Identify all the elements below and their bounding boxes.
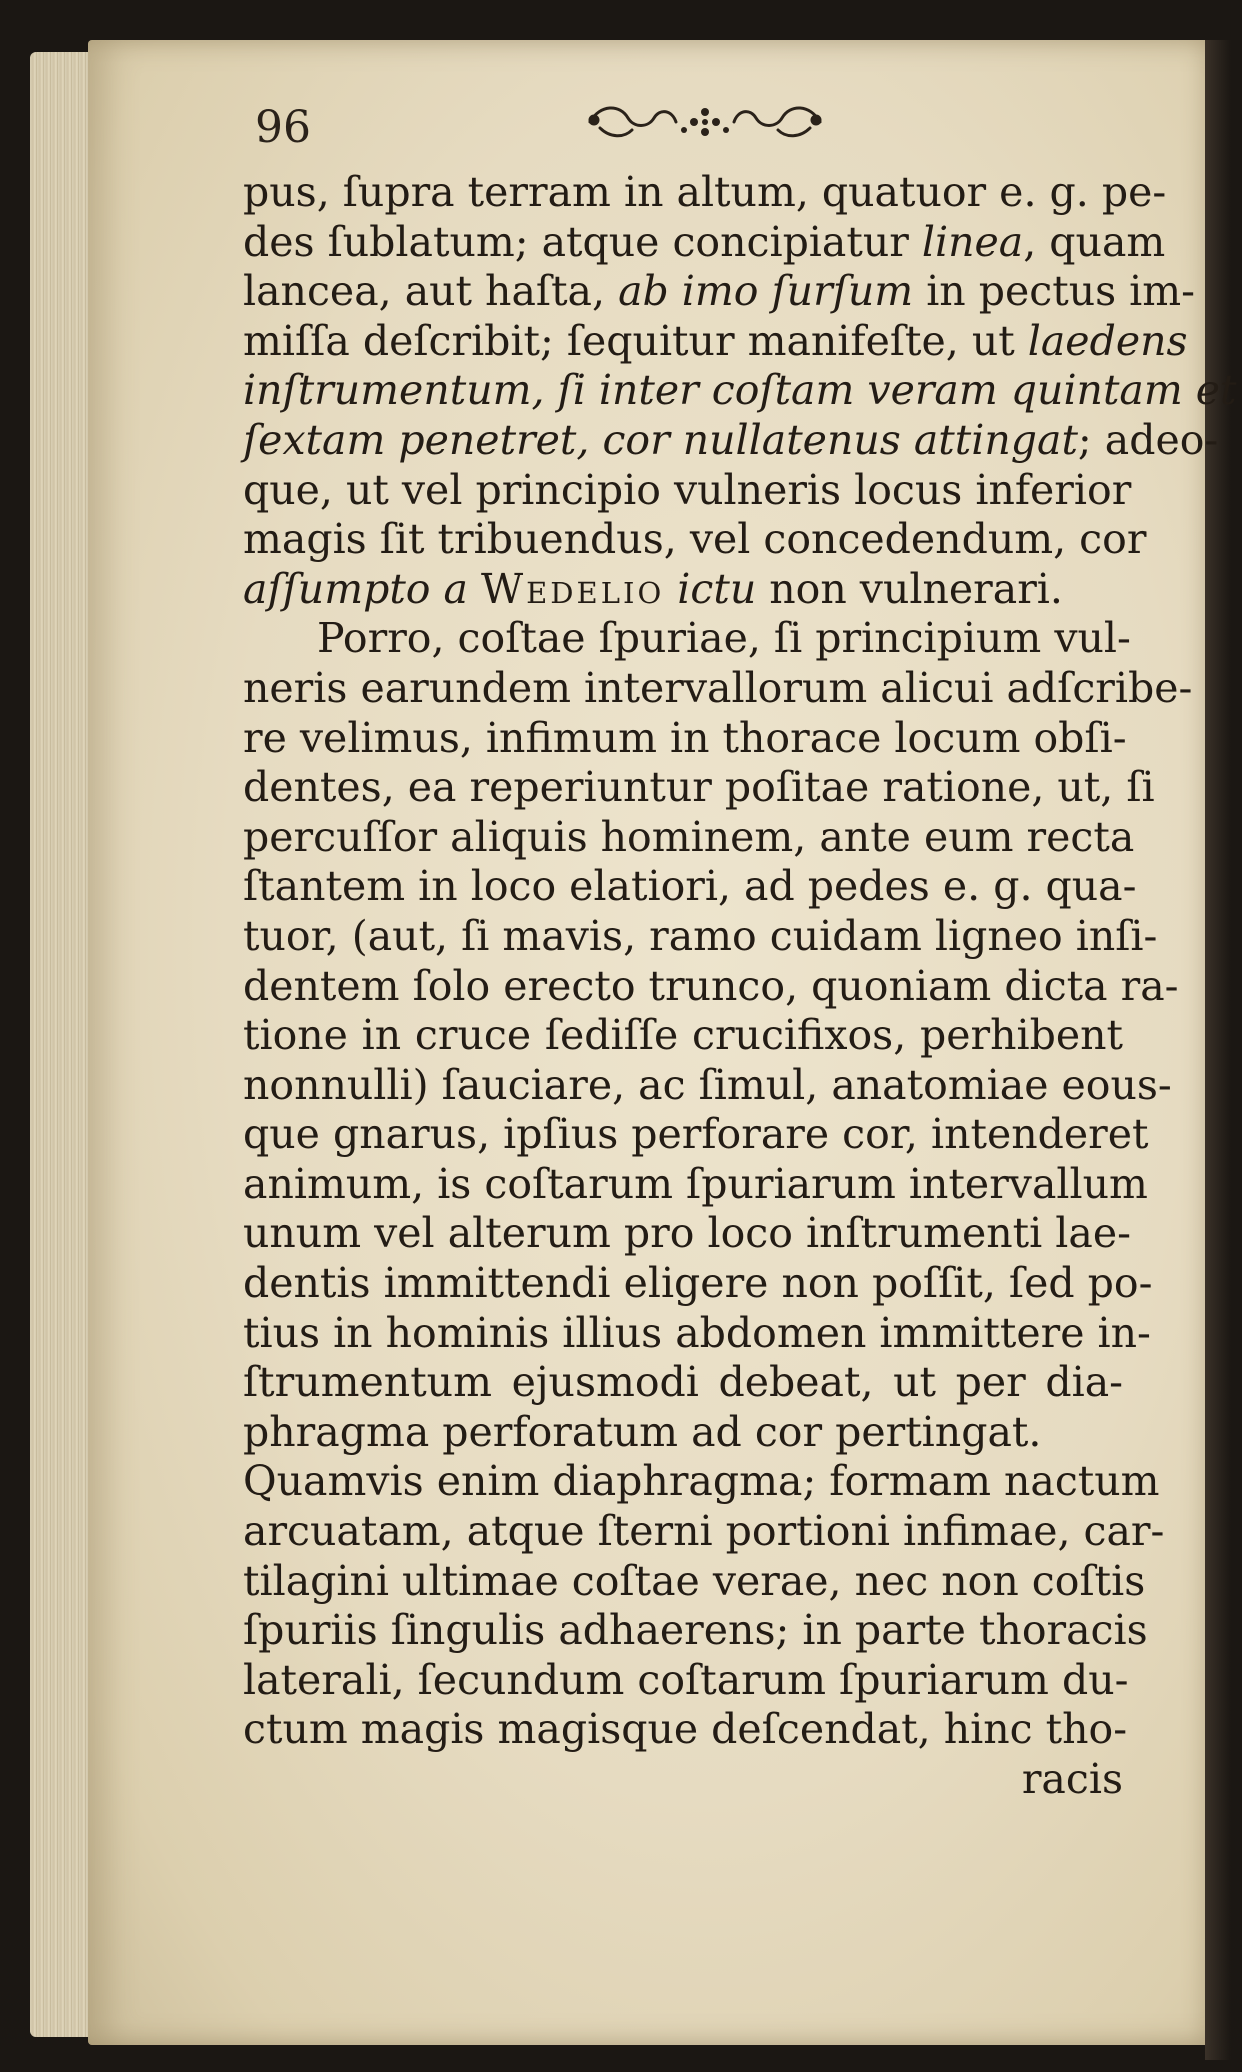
text-line: dentem ſolo erecto trunco, quoniam dicta ra- xyxy=(243,961,1179,1010)
italic-phrase: ab imo ſurſum xyxy=(618,267,914,316)
text-line: tilagini ultimae coſtae verae, nec non coſtis xyxy=(243,1556,1146,1605)
body-text xyxy=(243,168,1237,1805)
author-name: Wedelio xyxy=(481,564,665,613)
ornament-vignette-icon xyxy=(580,98,830,146)
text-line xyxy=(243,366,1237,416)
text-line: arcuatam, atque ſterni portioni infimae, car- xyxy=(243,1507,1165,1556)
text-line xyxy=(243,515,1147,565)
text-line xyxy=(243,465,1132,516)
text-line: re velimus, infimum in thorace locum obſi- xyxy=(243,713,1127,762)
italic-phrase: laedens xyxy=(1027,316,1188,365)
text-segment: , quam xyxy=(1023,217,1166,266)
text-line xyxy=(243,168,1167,218)
text-line xyxy=(243,415,1219,466)
text-segment: que, ut vel principio vulneris locus inferior xyxy=(243,465,1132,514)
text-line: dentis immittendi eligere non poſſit, ſed po- xyxy=(243,1259,1153,1308)
text-line: que gnarus, ipſius perforare cor, intenderet xyxy=(243,1110,1149,1159)
text-segment: non vulnerari. xyxy=(756,564,1063,613)
text-line: laterali, ſecundum coſtarum ſpuriarum du- xyxy=(243,1655,1129,1704)
text-line: Quamvis enim diaphragma; formam nactum xyxy=(243,1457,1160,1506)
text-line: ctum magis magisque deſcendat, hinc tho- xyxy=(243,1705,1128,1754)
text-segment: magis ſit tribuendus, vel concedendum, cor xyxy=(243,515,1147,564)
text-segment: pus, ſupra terram in altum, quatuor e. g. pe- xyxy=(243,168,1167,216)
text-segment: des ſublatum; atque concipiatur xyxy=(243,217,922,266)
text-line: ſtantem in loco elatiori, ad pedes e. g. qua- xyxy=(243,862,1137,911)
text-segment: ; adeo- xyxy=(1077,415,1219,464)
text-segment: miſſa deſcribit; ſequitur manifeſte, ut xyxy=(243,316,1028,365)
italic-phrase: aſſumpto a xyxy=(243,564,481,613)
italic-phrase: ſextam penetret, cor nullatenus attingat xyxy=(243,415,1078,464)
text-segment: in pectus im- xyxy=(913,267,1196,316)
text-line: phragma perforatum ad cor pertingat. xyxy=(243,1407,1042,1456)
text-segment: lancea, aut haſta, xyxy=(243,267,619,316)
text-line xyxy=(243,217,1166,268)
text-line: neris earundem intervallorum alicui adſcribe- xyxy=(243,663,1193,712)
text-line: dentes, ea reperiuntur poſitae ratione, ut, ſi xyxy=(243,763,1155,812)
catchword: racis xyxy=(1021,1755,1123,1803)
text-line: Porro, coſtae ſpuriae, ſi principium vul- xyxy=(317,614,1131,663)
text-line: tione in cruce ſediſſe crucifixos, perhibent xyxy=(243,1011,1123,1060)
page-number: 96 xyxy=(255,102,311,153)
text-line xyxy=(243,565,1123,615)
text-line xyxy=(243,316,1188,367)
text-line xyxy=(243,267,1196,317)
spine-shadow xyxy=(1205,40,1242,2060)
text-line: animum, is coſtarum ſpuriarum intervallum xyxy=(243,1159,1148,1208)
text-line: ſtrumentum ejusmodi debeat, ut per dia- xyxy=(243,1358,1123,1407)
italic-phrase: inſtrumentum, ſi inter coſtam veram quintam et xyxy=(243,366,1237,415)
text-line: percuſſor aliquis hominem, ante eum recta xyxy=(243,812,1135,861)
text-line: tuor, (aut, ſi mavis, ramo cuidam ligneo inſi- xyxy=(243,911,1158,960)
text-line: nonnulli) ſauciare, ac ſimul, anatomiae eous- xyxy=(243,1060,1172,1109)
italic-phrase: linea xyxy=(921,217,1024,266)
text-line: ſpuriis ſingulis adhaerens; in parte thoracis xyxy=(243,1606,1148,1655)
text-line: unum vel alterum pro loco inſtrumenti lae- xyxy=(243,1209,1131,1258)
italic-phrase: ictu xyxy=(664,564,757,613)
page-header xyxy=(255,98,1115,158)
text-line: tius in hominis illius abdomen immittere in- xyxy=(243,1308,1151,1357)
